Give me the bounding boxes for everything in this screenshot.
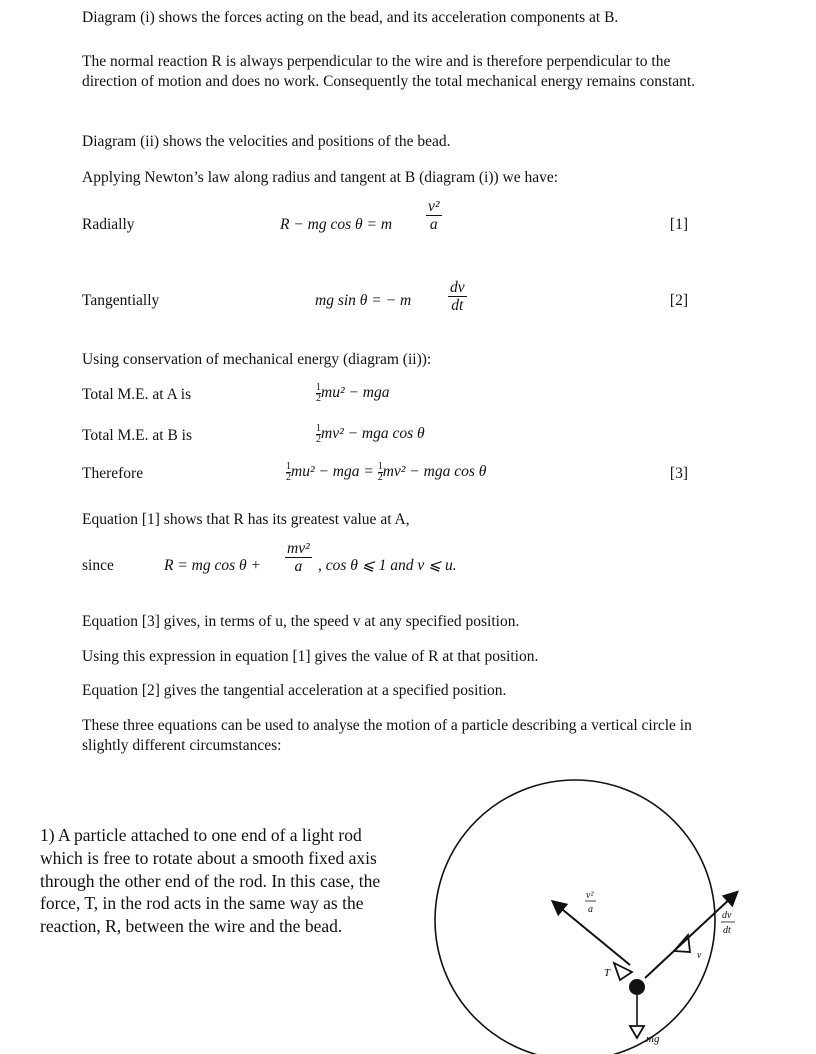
label-since: since — [82, 557, 114, 574]
radial-acceleration-arrow — [557, 905, 630, 965]
paragraph-velocities: Diagram (ii) shows the velocities and positions of the bead. — [82, 133, 451, 150]
paragraph-three-equations: These three equations can be used to analyse the motion of a particle describing a vertical circle in slightly different circumstances: — [82, 717, 692, 755]
label-dt: dt — [723, 925, 731, 936]
particle-dot — [629, 979, 645, 995]
eq2-lhs: mg sin θ = − m — [315, 292, 412, 309]
eq2-denominator: dt — [451, 297, 464, 315]
paragraph-eq3: Equation [3] gives, in terms of u, the speed v at any specified position. — [82, 613, 520, 630]
eq1-lhs: R − mg cos θ = m — [280, 216, 393, 233]
weight-arrowhead — [630, 1026, 644, 1038]
since-denominator: a — [294, 558, 303, 576]
eq3-expr: $\frac{1}{2}$ mu² − mga = $\frac{1}{2}$ mv² − mga cos θ — [286, 461, 487, 483]
half-fraction: $\frac{1}{2}$ — [286, 461, 291, 483]
label-T: T — [604, 967, 611, 979]
half-fraction: $\frac{1}{2}$ — [316, 423, 321, 445]
paragraph-eq2-use: Equation [2] gives the tangential acceleration at a specified position. — [82, 682, 507, 699]
paragraph-eq1-use: Using this expression in equation [1] gives the value of R at that position. — [82, 648, 539, 665]
since-rest: , cos θ ⩽ 1 and v ⩽ u. — [318, 557, 457, 574]
label-v: v — [697, 950, 702, 961]
eq1-tag: [1] — [669, 216, 688, 233]
half-fraction: $\frac{1}{2}$ — [377, 461, 383, 483]
eq2-numerator: dv — [450, 279, 465, 296]
paragraph-newton: Applying Newton’s law along radius and tangent at B (diagram (i)) we have: — [82, 169, 559, 186]
paragraph-normal-reaction: The normal reaction R is always perpendicular to the wire and is therefore perpendicular to the direction of motion and does no work. Consequently the total mechanical energy remains constant. — [82, 53, 696, 91]
label-tangentially: Tangentially — [82, 292, 160, 309]
eq2-tag: [2] — [669, 292, 688, 309]
since-lhs: R = mg cos θ + — [164, 557, 261, 574]
me-b-expr: $\frac{1}{2}$ mv² − mga cos θ — [316, 423, 425, 445]
half-fraction: $\frac{1}{2}$ — [316, 382, 321, 404]
me-a-expr: $\frac{1}{2}$ mu² − mga — [316, 382, 390, 404]
paragraph-case-1: 1) A particle attached to one end of a light rod which is free to rotate about a smooth fixed axis through the other end of the rod. In this case, the force, T, in the rod acts in the same way as the reaction, R, between the wire and the bead. — [40, 825, 381, 936]
label-me-a: Total M.E. at A is — [82, 386, 192, 403]
paragraph-energy: Using conservation of mechanical energy (diagram (ii)): — [82, 351, 432, 368]
label-me-b: Total M.E. at B is — [82, 427, 192, 444]
label-dv: dv — [722, 910, 732, 921]
label-v2: v² — [586, 890, 594, 901]
paragraph-forces: Diagram (i) shows the forces acting on the bead, and its acceleration components at B. — [82, 9, 619, 26]
eq1-numerator: v² — [428, 198, 440, 215]
paragraph-greatest: Equation [1] shows that R has its greatest value at A, — [82, 511, 410, 528]
label-radially: Radially — [82, 216, 135, 233]
label-therefore: Therefore — [82, 465, 144, 482]
eq1-denominator: a — [429, 216, 438, 234]
label-a: a — [588, 904, 593, 915]
eq3-tag: [3] — [669, 465, 688, 482]
vertical-circle — [435, 780, 715, 1054]
since-numerator: mv² — [287, 540, 310, 557]
label-mg: mg — [646, 1033, 660, 1045]
